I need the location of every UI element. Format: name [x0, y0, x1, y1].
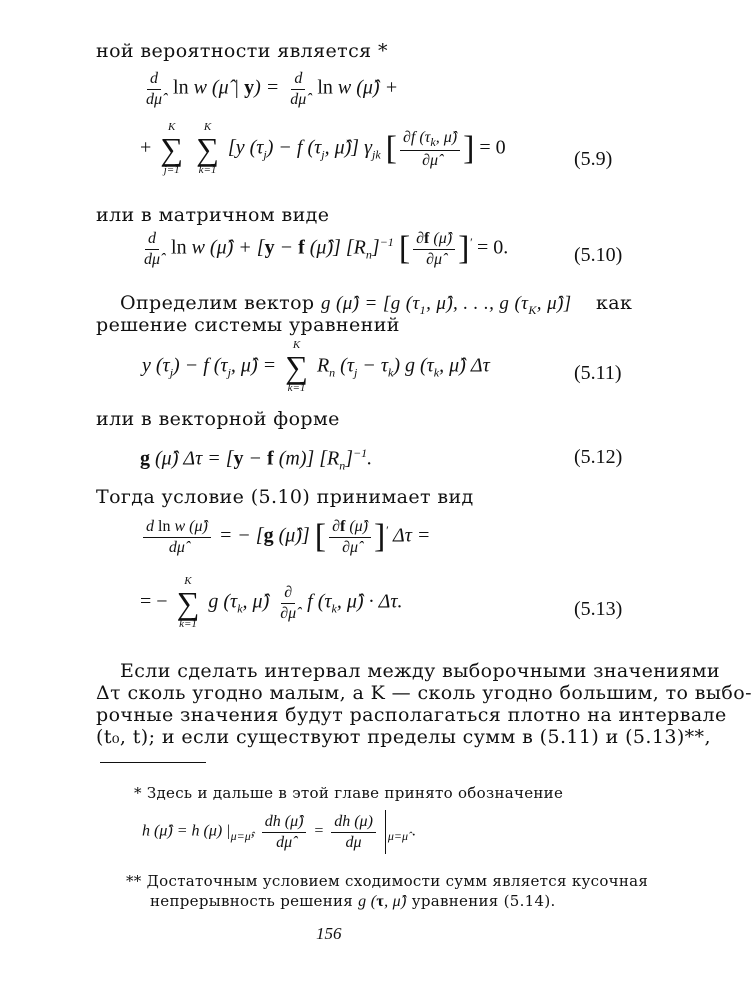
text-then-line: Тогда условие (5.10) принимает вид	[96, 486, 474, 508]
equation-number-5-12: (5.12)	[574, 446, 623, 468]
equation-5-10: $\frac{d}{d\mû}$ ln w (μ̂) + [y − f (μ̂)] $[R_n]^{-1}$ [ $\frac{\partial f (\mû)}{\partial\mû}$ ]′ = 0.	[144, 230, 509, 268]
text-as-word: как	[596, 292, 633, 314]
equation-number-5-10: (5.10)	[574, 244, 623, 266]
text-vector-form: или в векторной форме	[96, 408, 340, 430]
footnote-1-text: * Здесь и дальше в этой главе принято обозначение	[134, 784, 564, 802]
footnote-2-line-1: ** Достаточным условием сходимости сумм является кусочная	[126, 872, 649, 890]
equation-5-11: y $(\tau_j) - f$ ($\tau_j$, μ̂) = K ∑ k=1 $R_n$ $(\tau_j - \tau_k)$ g ($\tau_k$, μ̂) Δτ	[142, 339, 490, 394]
footnote-1-formula: h (μ̂) = h (μ) $|_{\mu=\mû}$, $\frac{dh (\mû)}{d\mû}$ = $\frac{dh (\mu)}{d\mu}$ $_{\mu=\mû}$ .	[142, 810, 416, 854]
footnote-2-line-2: непрерывность решения g (τ, μ̂) уравнения (5.14).	[150, 892, 556, 910]
text-define-vector: Определим вектор g (μ̂) = [g ($\tau_1$, μ̂), . . ., g ($\tau_K$, μ̂)]	[120, 292, 572, 317]
equation-5-12: g (μ̂) Δτ = [y − f (m)] $[R_n]^{-1}$.	[140, 446, 373, 473]
paragraph-line-2: Δτ сколь угодно малым, а K — сколь угодно большим, то выбо-	[96, 682, 752, 704]
footnote-divider	[100, 762, 206, 763]
paragraph-line-4: (t₀, t); и если существуют пределы сумм в (5.11) и (5.13)**,	[96, 726, 711, 748]
equation-5-13-line-1: $\frac{\text{d ln w (μ̂)}}{d\mû}$ = − [g (μ̂)] [ $\frac{\partial f (\mû)}{\partial\mû}$ ]′ Δτ =	[140, 518, 430, 556]
footnote-2-text-b: уравнения (5.14).	[411, 892, 556, 910]
equation-number-5-13: (5.13)	[574, 598, 623, 620]
equation-5-9-line-2: + K ∑ j=1 K ∑ k=1 [y $(\tau_j) - f$ ($\tau_j$, μ̂)] $\gamma_{jk}$ [ $\frac{\partial f (\tau_k, \mû)}{\partial\mû}$ ] = 0	[140, 121, 506, 176]
text-matrix-intro: или в матричном виде	[96, 204, 330, 226]
equation-5-13-line-2: = − K ∑ k=1 g ($\tau_k$, μ̂) $\frac{\partial}{\partial\mû}$ f ($\tau_k$, μ̂) · Δτ.	[140, 575, 403, 630]
text-solution-line: решение системы уравнений	[96, 314, 400, 336]
page-number: 156	[316, 924, 342, 943]
text-line-1: ной вероятности является *	[96, 40, 388, 62]
paragraph-line-3: рочные значения будут располагаться плотно на интервале	[96, 704, 727, 726]
paragraph-line-1: Если сделать интервал между выборочными значениями	[120, 660, 721, 682]
equation-5-9-line-1: $\frac{d}{d\mû}$ ln w (μ̂ | y) = $\frac{d}{d\mû}$ ln w (μ̂) +	[146, 70, 399, 108]
define-line-label: Определим вектор	[120, 292, 315, 314]
footnote-2-text-a: непрерывность решения	[150, 892, 354, 910]
equation-number-5-9: (5.9)	[574, 148, 613, 170]
equation-number-5-11: (5.11)	[574, 362, 622, 384]
